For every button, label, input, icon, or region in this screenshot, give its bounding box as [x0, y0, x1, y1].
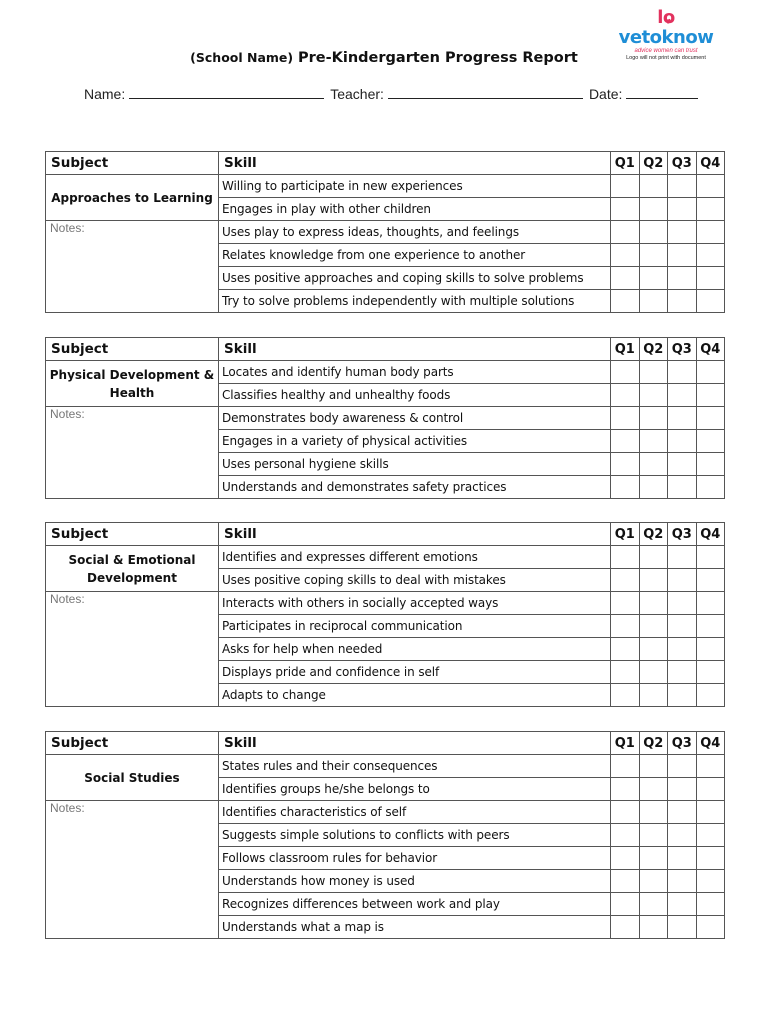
q4-column-header: Q4 — [696, 732, 725, 755]
q1-grade-cell[interactable] — [611, 569, 640, 592]
q4-grade-cell[interactable] — [696, 847, 725, 870]
subject-cell: Social & Emotional Development — [46, 546, 219, 592]
skill-cell: Classifies healthy and unhealthy foods — [219, 384, 611, 407]
q2-grade-cell[interactable] — [639, 407, 668, 430]
q2-column-header: Q2 — [639, 523, 668, 546]
q3-grade-cell[interactable] — [668, 198, 697, 221]
q3-grade-cell[interactable] — [668, 361, 697, 384]
progress-table — [45, 522, 725, 707]
q4-grade-cell[interactable] — [696, 801, 725, 824]
q1-grade-cell[interactable] — [611, 361, 640, 384]
q2-grade-cell[interactable] — [639, 267, 668, 290]
date-label: Date: — [588, 86, 623, 102]
q3-column-header: Q3 — [668, 732, 697, 755]
q2-grade-cell[interactable] — [639, 870, 668, 893]
skill-cell: Willing to participate in new experiences — [219, 175, 611, 198]
skill-cell: Uses positive approaches and coping skills to solve problems — [219, 267, 611, 290]
q3-grade-cell[interactable] — [668, 430, 697, 453]
skill-cell: Understands and demonstrates safety practices — [219, 476, 611, 499]
q2-grade-cell[interactable] — [639, 384, 668, 407]
skill-column-header: Skill — [219, 152, 611, 175]
q3-grade-cell[interactable] — [668, 661, 697, 684]
q2-grade-cell[interactable] — [639, 290, 668, 313]
q1-grade-cell[interactable] — [611, 615, 640, 638]
q4-grade-cell[interactable] — [696, 893, 725, 916]
q2-grade-cell[interactable] — [639, 244, 668, 267]
q3-grade-cell[interactable] — [668, 175, 697, 198]
q2-grade-cell[interactable] — [639, 546, 668, 569]
report-title: Pre-Kindergarten Progress Report — [298, 50, 578, 66]
skill-cell: Suggests simple solutions to conflicts with peers — [219, 824, 611, 847]
q1-column-header: Q1 — [611, 152, 640, 175]
subject-column-header: Subject — [46, 732, 219, 755]
q3-grade-cell[interactable] — [668, 755, 697, 778]
q1-grade-cell[interactable] — [611, 684, 640, 707]
q1-grade-cell[interactable] — [611, 267, 640, 290]
q2-grade-cell[interactable] — [639, 615, 668, 638]
table-header-row — [46, 338, 725, 361]
skill-cell: Relates knowledge from one experience to another — [219, 244, 611, 267]
q1-grade-cell[interactable] — [611, 592, 640, 615]
q1-grade-cell[interactable] — [611, 430, 640, 453]
skill-column-header: Skill — [219, 523, 611, 546]
notes-cell[interactable]: Notes: — [46, 407, 219, 499]
q2-grade-cell[interactable] — [639, 778, 668, 801]
q4-grade-cell[interactable] — [696, 361, 725, 384]
notes-cell[interactable]: Notes: — [46, 592, 219, 707]
q4-grade-cell[interactable] — [696, 870, 725, 893]
q3-grade-cell[interactable] — [668, 824, 697, 847]
skill-cell: Uses positive coping skills to deal with mistakes — [219, 569, 611, 592]
progress-table — [45, 151, 725, 313]
skill-cell: Follows classroom rules for behavior — [219, 847, 611, 870]
q4-grade-cell[interactable] — [696, 221, 725, 244]
q3-grade-cell[interactable] — [668, 267, 697, 290]
q1-grade-cell[interactable] — [611, 916, 640, 939]
date-field[interactable] — [626, 84, 698, 99]
q1-grade-cell[interactable] — [611, 290, 640, 313]
q3-grade-cell[interactable] — [668, 592, 697, 615]
q2-grade-cell[interactable] — [639, 638, 668, 661]
q1-grade-cell[interactable] — [611, 198, 640, 221]
skill-cell: Identifies and expresses different emotions — [219, 546, 611, 569]
q3-grade-cell[interactable] — [668, 847, 697, 870]
q1-grade-cell[interactable] — [611, 893, 640, 916]
q3-grade-cell[interactable] — [668, 801, 697, 824]
q2-grade-cell[interactable] — [639, 198, 668, 221]
logo-tagline: advice women can trust — [634, 48, 698, 54]
q4-grade-cell[interactable] — [696, 755, 725, 778]
q4-grade-cell[interactable] — [696, 916, 725, 939]
q1-grade-cell[interactable] — [611, 453, 640, 476]
q2-grade-cell[interactable] — [639, 847, 668, 870]
table-header-row — [46, 732, 725, 755]
skill-row — [46, 801, 725, 824]
subject-cell: Social Studies — [46, 755, 219, 801]
q3-grade-cell[interactable] — [668, 244, 697, 267]
q4-grade-cell[interactable] — [696, 684, 725, 707]
q1-grade-cell[interactable] — [611, 221, 640, 244]
q1-column-header: Q1 — [611, 732, 640, 755]
q1-grade-cell[interactable] — [611, 755, 640, 778]
q4-grade-cell[interactable] — [696, 290, 725, 313]
q2-grade-cell[interactable] — [639, 684, 668, 707]
q2-grade-cell[interactable] — [639, 361, 668, 384]
q4-grade-cell[interactable] — [696, 546, 725, 569]
q2-column-header: Q2 — [639, 732, 668, 755]
q1-grade-cell[interactable] — [611, 801, 640, 824]
q4-column-header: Q4 — [696, 523, 725, 546]
q4-grade-cell[interactable] — [696, 384, 725, 407]
name-field[interactable] — [129, 84, 324, 99]
q1-grade-cell[interactable] — [611, 407, 640, 430]
q1-grade-cell[interactable] — [611, 546, 640, 569]
q2-grade-cell[interactable] — [639, 175, 668, 198]
subject-column-header: Subject — [46, 338, 219, 361]
q1-grade-cell[interactable] — [611, 778, 640, 801]
teacher-field[interactable] — [388, 84, 583, 99]
table-header-row — [46, 152, 725, 175]
skill-row — [46, 407, 725, 430]
q4-grade-cell[interactable] — [696, 638, 725, 661]
q1-grade-cell[interactable] — [611, 661, 640, 684]
q2-grade-cell[interactable] — [639, 661, 668, 684]
q2-grade-cell[interactable] — [639, 221, 668, 244]
q2-grade-cell[interactable] — [639, 592, 668, 615]
skill-cell: Demonstrates body awareness & control — [219, 407, 611, 430]
teacher-label: Teacher: — [330, 86, 384, 102]
q1-grade-cell[interactable] — [611, 638, 640, 661]
q2-column-header: Q2 — [639, 338, 668, 361]
q3-column-header: Q3 — [668, 338, 697, 361]
notes-cell[interactable]: Notes: — [46, 801, 219, 939]
subject-column-header: Subject — [46, 152, 219, 175]
q4-grade-cell[interactable] — [696, 244, 725, 267]
q3-grade-cell[interactable] — [668, 221, 697, 244]
skill-cell: Participates in reciprocal communication — [219, 615, 611, 638]
q2-grade-cell[interactable] — [639, 824, 668, 847]
q4-grade-cell[interactable] — [696, 267, 725, 290]
q1-grade-cell[interactable] — [611, 384, 640, 407]
skill-cell: Recognizes differences between work and play — [219, 893, 611, 916]
q3-grade-cell[interactable] — [668, 546, 697, 569]
q2-grade-cell[interactable] — [639, 893, 668, 916]
skill-row — [46, 592, 725, 615]
skill-cell: Try to solve problems independently with multiple solutions — [219, 290, 611, 313]
q3-grade-cell[interactable] — [668, 638, 697, 661]
subject-cell: Approaches to Learning — [46, 175, 219, 221]
skill-row — [46, 221, 725, 244]
q1-grade-cell[interactable] — [611, 175, 640, 198]
q4-grade-cell[interactable] — [696, 476, 725, 499]
q3-column-header: Q3 — [668, 523, 697, 546]
q1-column-header: Q1 — [611, 523, 640, 546]
q3-grade-cell[interactable] — [668, 916, 697, 939]
table-header-row — [46, 523, 725, 546]
q4-grade-cell[interactable] — [696, 453, 725, 476]
skill-cell: States rules and their consequences — [219, 755, 611, 778]
q2-grade-cell[interactable] — [639, 755, 668, 778]
skill-cell: Engages in a variety of physical activities — [219, 430, 611, 453]
q1-grade-cell[interactable] — [611, 870, 640, 893]
q3-grade-cell[interactable] — [668, 384, 697, 407]
q4-grade-cell[interactable] — [696, 615, 725, 638]
logo-print-note: Logo will not print with document — [626, 55, 706, 61]
q2-grade-cell[interactable] — [639, 801, 668, 824]
q2-grade-cell[interactable] — [639, 476, 668, 499]
skill-cell: Uses personal hygiene skills — [219, 453, 611, 476]
skill-column-header: Skill — [219, 732, 611, 755]
q4-grade-cell[interactable] — [696, 430, 725, 453]
q2-grade-cell[interactable] — [639, 569, 668, 592]
page-title — [0, 50, 768, 66]
skill-cell: Displays pride and confidence in self — [219, 661, 611, 684]
q1-grade-cell[interactable] — [611, 244, 640, 267]
progress-table — [45, 731, 725, 939]
logo-wordmark: lo ♥vetoknow — [610, 8, 722, 48]
q3-grade-cell[interactable] — [668, 453, 697, 476]
q3-grade-cell[interactable] — [668, 870, 697, 893]
progress-table — [45, 337, 725, 499]
skill-cell: Adapts to change — [219, 684, 611, 707]
q2-column-header: Q2 — [639, 152, 668, 175]
skill-cell: Locates and identify human body parts — [219, 361, 611, 384]
q3-column-header: Q3 — [668, 152, 697, 175]
q2-grade-cell[interactable] — [639, 430, 668, 453]
skill-cell: Asks for help when needed — [219, 638, 611, 661]
q4-grade-cell[interactable] — [696, 198, 725, 221]
skill-row — [46, 361, 725, 384]
q4-grade-cell[interactable] — [696, 407, 725, 430]
skill-cell: Identifies characteristics of self — [219, 801, 611, 824]
q4-grade-cell[interactable] — [696, 661, 725, 684]
notes-cell[interactable]: Notes: — [46, 221, 219, 313]
student-info-line — [84, 84, 704, 102]
q4-grade-cell[interactable] — [696, 824, 725, 847]
q4-grade-cell[interactable] — [696, 569, 725, 592]
q3-grade-cell[interactable] — [668, 476, 697, 499]
q4-grade-cell[interactable] — [696, 175, 725, 198]
q4-column-header: Q4 — [696, 338, 725, 361]
q4-column-header: Q4 — [696, 152, 725, 175]
q2-grade-cell[interactable] — [639, 453, 668, 476]
subject-cell: Physical Development & Health — [46, 361, 219, 407]
subject-column-header: Subject — [46, 523, 219, 546]
skill-row — [46, 755, 725, 778]
q3-grade-cell[interactable] — [668, 893, 697, 916]
q4-grade-cell[interactable] — [696, 592, 725, 615]
skill-cell: Identifies groups he/she belongs to — [219, 778, 611, 801]
q1-column-header: Q1 — [611, 338, 640, 361]
q3-grade-cell[interactable] — [668, 407, 697, 430]
q2-grade-cell[interactable] — [639, 916, 668, 939]
q1-grade-cell[interactable] — [611, 824, 640, 847]
skill-cell: Interacts with others in socially accepted ways — [219, 592, 611, 615]
q1-grade-cell[interactable] — [611, 847, 640, 870]
q3-grade-cell[interactable] — [668, 778, 697, 801]
skill-row — [46, 546, 725, 569]
skill-column-header: Skill — [219, 338, 611, 361]
skill-cell: Understands how money is used — [219, 870, 611, 893]
q1-grade-cell[interactable] — [611, 476, 640, 499]
name-label: Name: — [84, 86, 126, 102]
q4-grade-cell[interactable] — [696, 778, 725, 801]
skill-row — [46, 175, 725, 198]
school-name: (School Name) — [190, 50, 294, 65]
skill-cell: Uses play to express ideas, thoughts, and feelings — [219, 221, 611, 244]
q3-grade-cell[interactable] — [668, 569, 697, 592]
skill-cell: Understands what a map is — [219, 916, 611, 939]
q3-grade-cell[interactable] — [668, 290, 697, 313]
skill-cell: Engages in play with other children — [219, 198, 611, 221]
q3-grade-cell[interactable] — [668, 684, 697, 707]
q3-grade-cell[interactable] — [668, 615, 697, 638]
